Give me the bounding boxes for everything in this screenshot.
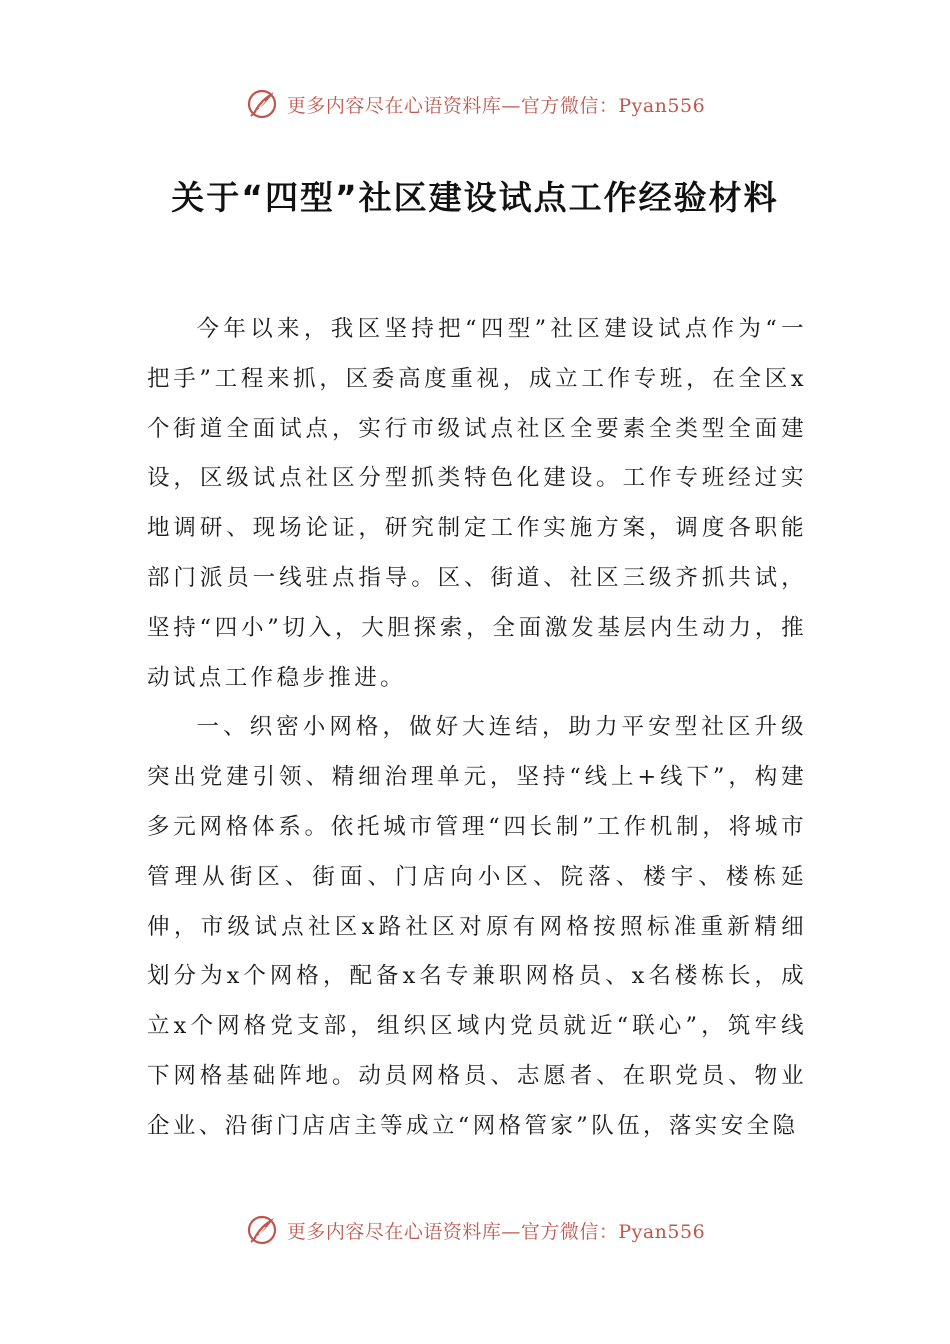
document-body [147, 305, 807, 1152]
quill-pen-logo-icon [245, 87, 279, 121]
watermark-text: 更多内容尽在心语资料库—官方微信：Pyan556 [286, 94, 706, 117]
footer-watermark [0, 1210, 950, 1250]
watermark-text: 更多内容尽在心语资料库—官方微信：Pyan556 [286, 1220, 706, 1243]
header-watermark [0, 84, 950, 124]
paragraph-intro: 今年以来，我区坚持把“四型”社区建设试点作为“一把手”工程来抓，区委高度重视，成立工作专班，在全区x个街道全面试点，实行市级试点社区全要素全类型全面建设，区级试点社区分型抓类特色化建设。工作专班经过实地调研、现场论证，研究制定工作实施方案，调度各职能部门派员一线驻点指导。区、街道、社区三级齐抓共试，坚持“四小”切入，大胆探索，全面激发基层内生动力，推动试点工作稳步推进。 [147, 316, 807, 691]
quill-pen-logo-icon [245, 1213, 279, 1247]
document-title: 关于“四型”社区建设试点工作经验材料 [171, 178, 779, 217]
paragraph-section-one: 一、织密小网格，做好大连结，助力平安型社区升级突出党建引领、精细治理单元，坚持“线上+线下”，构建多元网格体系。依托城市管理“四长制”工作机制，将城市管理从街区、街面、门店向小区、院落、楼宇、楼栋延伸，市级试点社区x路社区对原有网格按照标准重新精细划分为x个网格，配备x名专兼职网格员、x名楼栋长，成立x个网格党支部，组织区域内党员就近“联心”，筑牢线下网格基础阵地。动员网格员、志愿者、在职党员、物业企业、沿街门店店主等成立“网格管家”队伍，落实安全隐 [147, 714, 807, 1139]
